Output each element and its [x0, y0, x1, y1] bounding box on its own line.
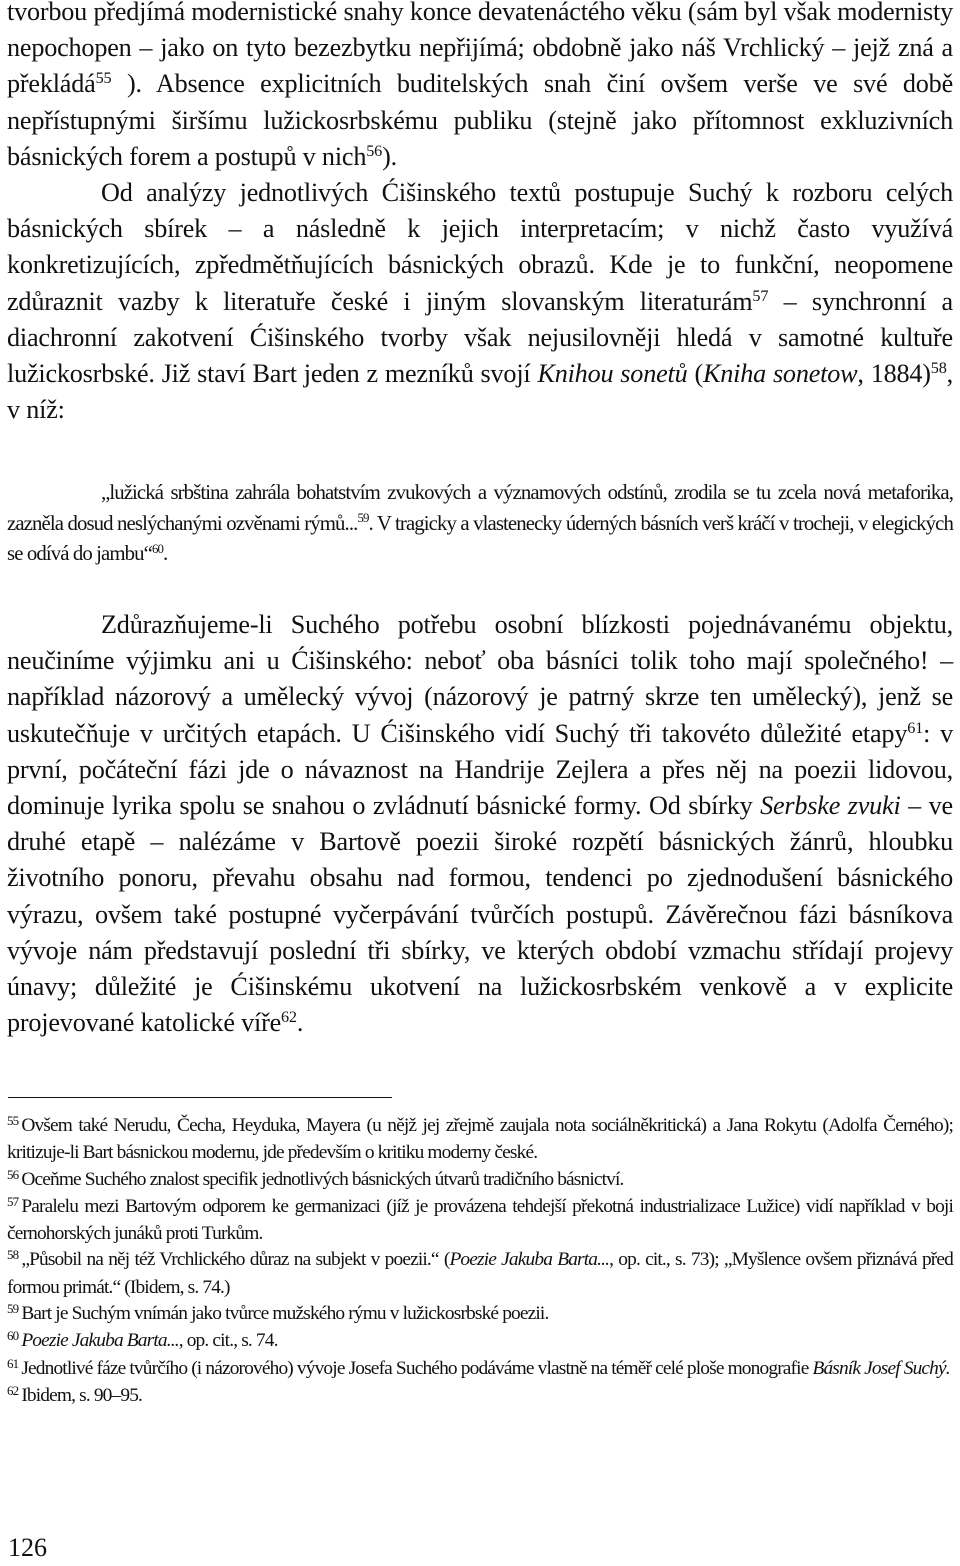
footnote-ref-55[interactable]: 55	[95, 69, 112, 88]
text-run: ). Absence explicitních buditelských snah činí ovšem verše ve své době nepřístupnými širšímu lužickosrbskému publiku (stejně jako přítomnost exkluzivních básnických forem a postupů v nich	[7, 69, 953, 171]
text-run: : v první, počáteční fázi jde o návaznost na Handrije Zejlera a přes něj na poezii lidovou, dominuje lyrika spolu se snahou o zvládnutí básnické formy. Od sbírky	[7, 718, 953, 821]
footnote-ref-58[interactable]: 58	[930, 359, 947, 378]
text-run: . V tragicky a vlastenecky úderných básních verš kráčí v trocheji, v elegických se odívá do jambu“	[7, 511, 953, 565]
footnote-divider	[8, 1097, 392, 1098]
footnote-number: 55	[7, 1113, 19, 1128]
text-run: .	[296, 1008, 304, 1038]
text-run: tvorbou předjímá modernistické snahy konce devatenáctého věku (sám byl však modernisty nepochopen – jako on tyto bezezbytku nepřijímá; obdobně jako náš Vrchlický – jejž zná a překládá	[7, 0, 953, 99]
footnote-ref-56[interactable]: 56	[366, 141, 383, 160]
footnote-text: Bart je Suchým vnímán jako tvůrce mužského rýmu v lužickosrbské poezii.	[21, 1303, 549, 1325]
text-run: , v níž:	[7, 359, 953, 425]
footnote-citation-title: Poezie Jakuba Barta...	[449, 1249, 610, 1271]
footnote-55	[7, 1113, 953, 1167]
footnote-text: Jednotlivé fáze tvůrčího (i názorového) vývoje Josefa Suchého podáváme vlastně na téměř celé ploše monografie	[21, 1357, 809, 1379]
footnote-ref-61[interactable]: 61	[907, 718, 924, 737]
footnote-text: Ibidem, s. 90–95.	[21, 1384, 143, 1406]
text-run: – ve druhé etapě – nalézáme v Bartově poezii široké rozpětí básnických žánrů, hloubku životního ponoru, převahu obsahu nad formou, tendenci po zjednodušení básnického výrazu, ovšem také postupné vyčerpávání tvůrčích postupů. Závěrečnou fázi básníkova vývoje nám představují poslední tři sbírky, ve kterých období vzmachu střídají projevy únavy; důležité je Ćišinskému ukotvení na lužickosrbském venkově a v explicite projevované katolické víře	[7, 791, 953, 1038]
block-quote	[7, 478, 953, 570]
footnote-text: , op. cit., s. 74.	[178, 1330, 278, 1352]
footnote-text: Paralelu mezi Bartovým odporem ke germanizaci (jíž je provázena tehdejší překotná industrializace Lužice) vidí například v boji černohorských junáků proti Turkům.	[7, 1195, 953, 1245]
book-title: Knihou sonetů	[537, 359, 688, 389]
footnote-number: 62	[7, 1382, 19, 1398]
footnote-61	[7, 1356, 953, 1383]
footnote-text: Ovšem také Nerudu, Čecha, Heyduka, Mayera (u nějž jej zřejmě zaujala nota sociálněkritická) a Jana Rokytu (Adolfa Černého); kritizuje-li Bart básnickou modernu, jde především o kritiku moderny české.	[7, 1115, 953, 1164]
footnote-number: 60	[7, 1328, 19, 1344]
footnote-ref-60[interactable]: 60	[151, 541, 164, 556]
footnote-number: 58	[7, 1247, 19, 1263]
book-title: Kniha sonetow	[702, 359, 858, 389]
text-run: Zdůrazňujeme-li Suchého potřebu osobní blízkosti pojednávanému objektu, neučiníme výjimku ani u Ćišinského: neboť oba básníci tolik toho mají společného! – například názorový a umělecký vývoj (názorový je patrný skrze ten umělecký), jenž se uskutečňuje v určitých etapách. U Ćišinského vidí Suchý tři takovéto důležité etapy	[7, 610, 953, 748]
footnote-58	[7, 1247, 953, 1301]
body-paragraph-1	[7, 0, 953, 428]
page-number: 126	[8, 1533, 47, 1562]
text-run: (	[694, 359, 703, 389]
footnote-text: „Působil na něj též Vrchlického důraz na subjekt v poezii.“ (	[21, 1249, 450, 1271]
body-paragraph-2	[7, 607, 953, 1041]
footnote-62	[7, 1383, 953, 1410]
text-run: ).	[382, 141, 397, 171]
footnote-number: 56	[7, 1166, 19, 1182]
footnote-text: , op. cit., s. 73); „Myšlence ovšem přiznává před formou primát.“ (Ibidem, s. 74.)	[7, 1249, 954, 1298]
footnote-number: 61	[7, 1355, 19, 1371]
footnotes	[7, 1113, 953, 1410]
footnote-56	[7, 1167, 953, 1194]
text-run: Od analýzy jednotlivých Ćišinského textů postupuje Suchý k rozboru celých básnických sbírek – a následně k jejich interpretacím; v nichž často využívá konkretizujících, zpředmětňujících básnických obrazů. Kde je to funkční, neopomene zdůraznit vazby k literatuře české i jiným slovanským literaturám	[7, 178, 953, 316]
footnote-citation-title: Básník Josef Suchý.	[812, 1357, 950, 1379]
footnote-number: 57	[7, 1193, 19, 1209]
text-run: – synchronní a diachronní zakotvení Ćišinského tvorby však nejusilovněji hledá v samotné kultuře lužickosrbské. Již staví Bart jeden z mezníků svojí	[7, 286, 953, 389]
footnote-number: 59	[7, 1301, 19, 1317]
footnote-text: Oceňme Suchého znalost specifik jednotlivých básnických útvarů tradičního básnictví.	[21, 1168, 624, 1190]
book-title: Serbske zvuki	[760, 791, 901, 821]
footnote-ref-62[interactable]: 62	[281, 1008, 297, 1027]
footnote-citation-title: Poezie Jakuba Barta...	[21, 1330, 179, 1352]
text-run: „lužická srbština zahrála bohatstvím zvukových a významových odstínů, zrodila se tu zcela nová metaforika, zazněla dosud neslýchanými ozvěnami rýmů...	[7, 481, 953, 535]
footnote-ref-57[interactable]: 57	[752, 286, 769, 305]
text-run: , 1884)	[857, 359, 931, 389]
footnote-59	[7, 1301, 953, 1328]
footnote-60	[7, 1328, 953, 1355]
footnote-57	[7, 1194, 953, 1248]
text-run: .	[163, 542, 168, 565]
footnote-ref-59[interactable]: 59	[357, 511, 369, 526]
